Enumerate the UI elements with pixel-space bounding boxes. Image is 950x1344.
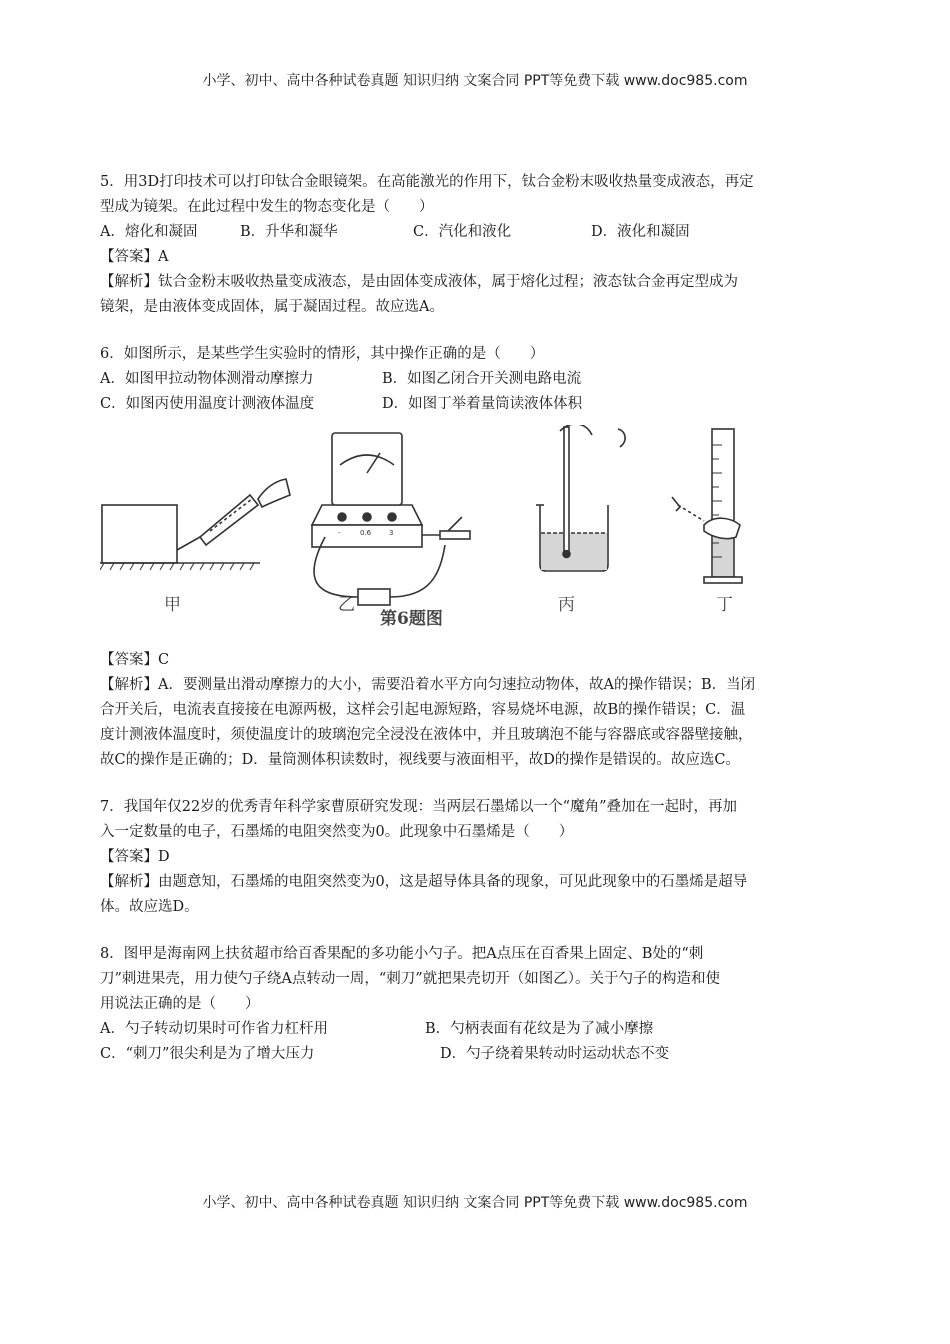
q5-stem-line-2: 型成为镜架。在此过程中发生的物态变化是（ ） <box>100 199 434 215</box>
q8-option-d: D．勺子绕着果转动时运动状态不变 <box>440 1046 670 1062</box>
page-header: 小学、初中、高中各种试卷真题 知识归纳 文案合同 PPT等免费下载 www.doc985.com <box>202 73 748 89</box>
q6-answer: 【答案】C <box>100 652 170 668</box>
q5-analysis-line-2: 镜架，是由液体变成固体，属于凝固过程。故应选A。 <box>100 299 444 315</box>
ammeter-terminal-neg: - <box>338 529 341 537</box>
q7-stem-line-2: 入一定数量的电子，石墨烯的电阻突然变为0。此现象中石墨烯是（ ） <box>100 824 574 840</box>
q5-stem-line-1: 5．用3D打印技术可以打印钛合金眼镜架。在高能激光的作用下，钛合金粉末吸收热量变成液态，再定 <box>100 174 754 190</box>
q6-stem: 6．如图所示，是某些学生实验时的情形，其中操作正确的是（ ） <box>100 346 545 362</box>
fig-bing-beaker-thermometer <box>536 425 625 571</box>
q6-option-a: A．如图甲拉动物体测滑动摩擦力 <box>100 371 314 387</box>
document-body <box>100 170 870 1067</box>
q7-answer: 【答案】D <box>100 849 170 865</box>
q8-option-c: C．“刺刀”很尖利是为了增大压力 <box>100 1046 315 1062</box>
q5-option-a: A．熔化和凝固 <box>100 224 198 240</box>
q8-stem-line-2: 刀”刺进果壳，用力使勺子绕A点转动一周，“刺刀”就把果壳切开（如图乙）。关于勺子的构造和使 <box>100 971 720 987</box>
fig-label-yi: 乙 <box>338 595 355 615</box>
q6-figure-drawing <box>100 425 870 640</box>
q5-analysis-line-1: 【解析】钛合金粉末吸收热量变成液态，是由固体变成液体，属于熔化过程；液态钛合金再定型成为 <box>100 274 738 290</box>
fig-label-bing: 丙 <box>558 595 575 615</box>
q6-analysis-line-2: 合开关后，电流表直接接在电源两极，这样会引起电源短路，容易烧坏电源，故B的操作错误；C．温 <box>100 702 746 718</box>
q6-option-d: D．如图丁举着量筒读液体体积 <box>382 396 583 412</box>
q8-options-row-1 <box>100 1017 870 1042</box>
q5-option-c: C．汽化和液化 <box>413 224 512 240</box>
fig-label-ding: 丁 <box>716 595 733 615</box>
ammeter-terminal-06: 0.6 <box>360 529 372 537</box>
q7-analysis-line-1: 【解析】由题意知，石墨烯的电阻突然变为0，这是超导体具备的现象，可见此现象中的石墨烯是超导 <box>100 874 748 890</box>
fig-yi-ammeter-circuit <box>312 433 470 605</box>
page-footer: 小学、初中、高中各种试卷真题 知识归纳 文案合同 PPT等免费下载 www.doc985.com <box>202 1195 748 1211</box>
q6-option-b: B．如图乙闭合开关测电路电流 <box>382 371 582 387</box>
q8-stem-line-1: 8．图甲是海南网上扶贫超市给百香果配的多功能小勺子。把A点压在百香果上固定、B处的“刺 <box>100 946 704 962</box>
q7-stem-line-1: 7．我国年仅22岁的优秀青年科学家曹原研究发现：当两层石墨烯以一个“魔角”叠加在一起时，再加 <box>100 799 737 815</box>
fig-jia-block-and-spring-scale <box>100 479 290 570</box>
q8-stem-line-3: 用说法正确的是（ ） <box>100 996 260 1012</box>
q6-option-c: C．如图丙使用温度计测液体温度 <box>100 396 315 412</box>
fig-ding-graduated-cylinder <box>672 429 742 583</box>
q7-analysis-line-2: 体。故应选D。 <box>100 899 199 915</box>
q8-option-a: A．勺子转动切果时可作省力杠杆用 <box>100 1021 328 1037</box>
ammeter-terminal-3: 3 <box>389 529 394 537</box>
q5-option-b: B．升华和凝华 <box>240 224 338 240</box>
q6-analysis-line-4: 故C的操作是正确的；D．量筒测体积读数时，视线要与液面相平，故D的操作是错误的。故应选C。 <box>100 752 740 768</box>
q5-answer: 【答案】A <box>100 249 169 265</box>
fig-caption: 第6题图 <box>380 609 443 629</box>
q6-options-row-1 <box>100 367 870 392</box>
q6-analysis-line-3: 度计测液体温度时，须使温度计的玻璃泡完全浸没在液体中，并且玻璃泡不能与容器底或容器壁接触， <box>100 727 753 743</box>
q8-option-b: B．勺柄表面有花纹是为了减小摩擦 <box>425 1021 654 1037</box>
q6-figure <box>100 425 870 640</box>
q8-options-row-2 <box>100 1042 870 1067</box>
fig-label-jia: 甲 <box>164 595 181 615</box>
q5-option-d: D．液化和凝固 <box>591 224 690 240</box>
q6-analysis-line-1: 【解析】A．要测量出滑动摩擦力的大小，需要沿着水平方向匀速拉动物体，故A的操作错误；B．当闭 <box>100 677 756 693</box>
q6-options-row-2 <box>100 392 870 417</box>
q5-options <box>100 220 870 245</box>
